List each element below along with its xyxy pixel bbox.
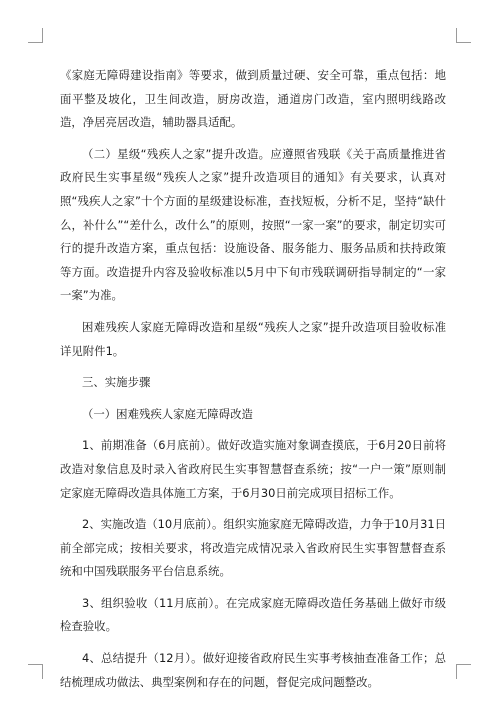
crop-mark-bottom-left [28,664,43,679]
crop-mark-top-left [28,28,43,43]
step-1-preparation: 1、前期准备（6月底前）。做好改造实施对象调查摸底，于6月20日前将改造对象信息及时录入省政府民生实事智慧督查系统；按“一户一策”原则制定家庭无障碍改造具体施工方案，于6月30日前完成项目招标工作。 [60,438,446,500]
subsection-heading-home-barrier-free: （一）困难残疾人家庭无障碍改造 [82,406,253,421]
crop-mark-top-right [456,28,471,43]
document-body [60,64,446,702]
paragraph-star-home-upgrade: （二）星级“残疾人之家”提升改造。应遵照省残联《关于高质量推进省政府民生实事星级“残疾人之家”提升改造项目的通知》有关要求，认真对照“残疾人之家”十个方面的星级建设标准，查找短板，分析不足，坚持“缺什么，补什么”“差什么，改什么”的原则，按照“一家一案”的要求，制定切实可行的提升改造方案，重点包括：设施设备、服务能力、服务品质和扶持政策等方面。改造提升内容及验收标准以5月中下旬市残联调研指导制定的“一家一案”为准。 [60,146,446,303]
step-3-acceptance: 3、组织验收（11月底前）。在完成家庭无障碍改造任务基础上做好市级检查验收。 [60,595,446,634]
paragraph-guideline-requirements: 《家庭无障碍建设指南》等要求，做到质量过硬、安全可靠，重点包括：地面平整及坡化，卫生间改造，厨房改造，通道房门改造，室内照明线路改造，净居亮居改造，辅助器具适配。 [60,68,446,130]
step-2-implementation: 2、实施改造（10月底前）。组织实施家庭无障碍改造，力争于10月31日前全部完成；按相关要求，将改造完成情况录入省政府民生实事智慧督查系统和中国残联服务平台信息系统。 [60,517,446,579]
section-heading-implementation-steps: 三、实施步骤 [82,375,151,390]
paragraph-acceptance-standards: 困难残疾人家庭无障碍改造和星级“残疾人之家”提升改造项目验收标准详见附件1。 [60,319,446,358]
step-4-summary: 4、总结提升（12月）。做好迎接省政府民生实事考核抽查准备工作；总结梳理成功做法、典型案例和存在的问题，督促完成问题整改。 [60,651,446,689]
crop-mark-bottom-right [456,664,471,679]
